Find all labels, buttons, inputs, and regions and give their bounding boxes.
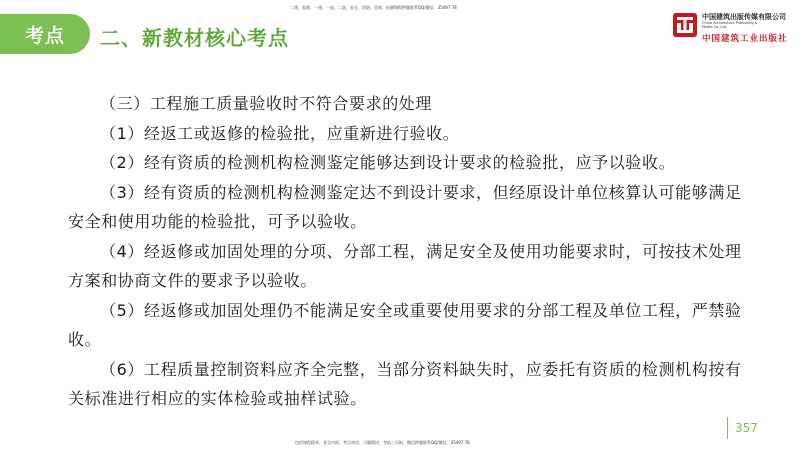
- paragraph-heading: （三）工程施工质量验收时不符合要求的处理: [100, 94, 433, 113]
- paragraph-item: （5）经返修或加固处理仍不能满足安全或重要使用要求的分部工程及单位工程，严禁验收。: [68, 300, 742, 349]
- page-number-divider: [727, 417, 728, 439]
- top-watermark: 二建、监理、一建、一造、二造、安全、消防、咨询、检测课程押题联系QQ/微信：35497 78: [290, 5, 457, 10]
- publisher-script-name: 中国建筑工业出版社: [702, 34, 788, 44]
- topic-badge: [0, 14, 90, 54]
- paragraph-item: （2）经有资质的检测机构检测鉴定能够达到设计要求的检验批，应予以验收。: [100, 153, 676, 172]
- page-number: 357: [735, 421, 758, 435]
- bottom-watermark: 包括课程精华、老全内训、考点串讲、习题精讲，考前三页纸，微信押题联系QQ/微信：35497 78: [295, 440, 470, 445]
- paragraph-item: （4）经返修或加固处理的分项、分部工程，满足安全及使用功能要求时，可按技术处理方案和协商文件的要求予以验收。: [68, 241, 742, 290]
- publisher-logo-icon: [672, 12, 698, 38]
- publisher-name-en: China Architecture Publishing & Media Co.,Ltd.: [702, 21, 758, 29]
- topic-badge-label: 考点: [24, 24, 65, 47]
- paragraph-item: （6）工程质量控制资料应齐全完整，当部分资料缺失时，应委托有资质的检测机构按有关标准进行相应的实体检验或抽样试验。: [68, 359, 742, 408]
- content-body: [68, 89, 758, 414]
- paragraph-item: （1）经返工或返修的检验批，应重新进行验收。: [100, 123, 460, 143]
- publisher-name-cn: 中国建筑出版传媒有限公司: [702, 13, 786, 21]
- publisher-logo: [672, 6, 800, 46]
- paragraph-item: （3）经有资质的检测机构检测鉴定达不到设计要求，但经原设计单位核算认可能够满足安全和使用功能的检验批，可予以验收。: [68, 182, 742, 231]
- section-title: 二、新教材核心考点: [100, 26, 289, 50]
